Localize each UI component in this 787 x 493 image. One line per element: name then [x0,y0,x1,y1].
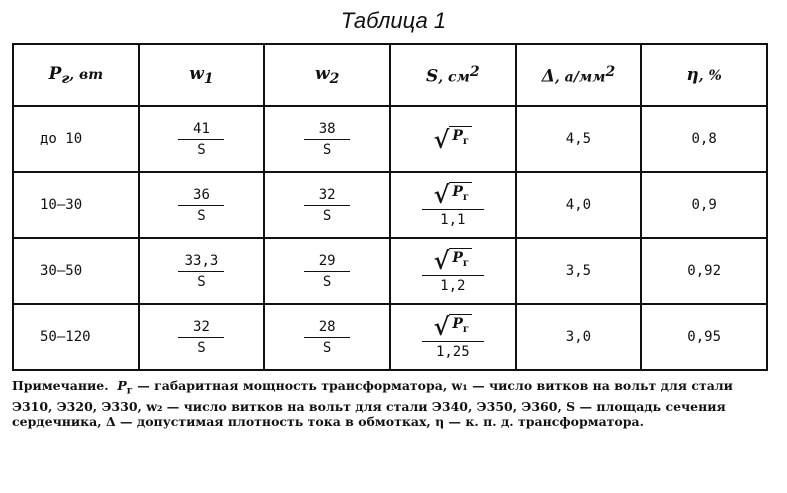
header-efficiency [641,44,767,106]
cell-density: 4,0 [516,172,642,238]
header-power-symbol: P [48,63,62,84]
header-power-unit: , вт [69,66,104,83]
cell-density: 3,0 [516,304,642,370]
cell-efficiency: 0,95 [641,304,767,370]
table-note [12,378,772,429]
area-fraction [422,182,484,229]
area-fraction [422,248,484,295]
header-efficiency-unit: , % [698,68,722,84]
header-density-unit: , а/мм [554,69,606,86]
w1-numerator: 36 [193,186,210,203]
table-row [13,172,767,238]
sqrt-radicand: P [452,249,463,266]
w2-denominator: S [304,271,350,290]
sqrt-expression: √ $P_г$ [434,126,472,151]
cell-w2 [264,238,390,304]
sqrt-radicand-sub: г [462,257,470,269]
w2-numerator: 32 [318,186,336,203]
note-label: Примечание. [12,378,109,393]
header-density-sup: 2 [605,63,616,80]
cell-range: до 10 [13,106,139,172]
header-density-symbol: Δ [541,66,555,87]
header-efficiency-symbol: η [686,65,699,85]
header-w1-symbol: w [189,63,204,84]
area-denominator: 1,25 [422,341,484,360]
header-w2-symbol: w [314,63,330,84]
cell-w1 [139,172,265,238]
w2-numerator: 28 [318,318,336,335]
table-row [13,238,767,304]
transformer-table [12,43,768,371]
sqrt-radicand-sub: г [462,135,470,147]
sqrt-radicand-sub: г [462,323,470,335]
cell-efficiency: 0,9 [641,172,767,238]
header-power [13,44,139,106]
note-text: — габаритная мощность трансформатора, w₁ — число витков на вольт для стали Э310, Э320, Э330, w₂ — число витков на вольт для стали Э340, Э350, Э360, S — площадь сечения сердечника, Δ — допустимая плотность тока в обмотках, η — к. п. д. трансформатора. [12,378,733,429]
cell-w1 [139,304,265,370]
header-w2-sub: 2 [329,70,340,87]
cell-w2 [264,106,390,172]
sqrt-radicand-sub: г [462,191,470,203]
sqrt-expression: √ $P_г$ [434,248,472,273]
header-w1 [139,44,265,106]
header-area-sup: 2 [469,63,480,80]
w1-numerator: 32 [193,318,210,335]
header-area [390,44,516,106]
w2-denominator: S [304,139,350,158]
cell-density: 3,5 [516,238,642,304]
sqrt-expression: √ $P_г$ [434,182,472,207]
sqrt-radicand: P [452,183,463,200]
sqrt-radicand: P [452,315,463,332]
w1-numerator: 33,3 [184,252,219,269]
cell-efficiency: 0,8 [641,106,767,172]
w1-denominator: S [178,139,224,158]
area-fraction [422,314,484,361]
table-title: Таблица 1 [340,8,447,33]
table-row [13,106,767,172]
cell-area [390,238,516,304]
header-area-unit: , см [438,69,470,86]
w1-numerator: 41 [193,120,210,137]
cell-w2 [264,172,390,238]
header-area-symbol: S [425,66,439,87]
cell-area [390,172,516,238]
cell-area [390,106,516,172]
sqrt-expression: √ $P_г$ [434,314,472,339]
header-power-sub: г [61,70,70,87]
header-w1-sub: 1 [203,70,214,87]
table-row [13,304,767,370]
note-symbol-sub: г [126,385,133,397]
cell-range: 30—50 [13,238,139,304]
header-density [516,44,642,106]
w2-numerator: 29 [318,252,336,269]
w1-denominator: S [178,337,224,356]
cell-range: 10—30 [13,172,139,238]
w2-numerator: 38 [318,120,336,137]
sqrt-radicand: P [452,128,463,145]
area-denominator: 1,2 [422,275,484,294]
cell-w1 [139,238,265,304]
cell-range: 50—120 [13,304,139,370]
w2-denominator: S [304,337,350,356]
cell-density: 4,5 [516,106,642,172]
w1-denominator: S [178,205,224,224]
cell-efficiency: 0,92 [641,238,767,304]
area-denominator: 1,1 [422,209,484,228]
cell-w2 [264,304,390,370]
w2-denominator: S [304,205,350,224]
table-header-row [13,44,767,106]
note-symbol: P [117,378,127,393]
cell-area [390,304,516,370]
cell-w1 [139,106,265,172]
w1-denominator: S [178,271,224,290]
header-w2 [264,44,390,106]
